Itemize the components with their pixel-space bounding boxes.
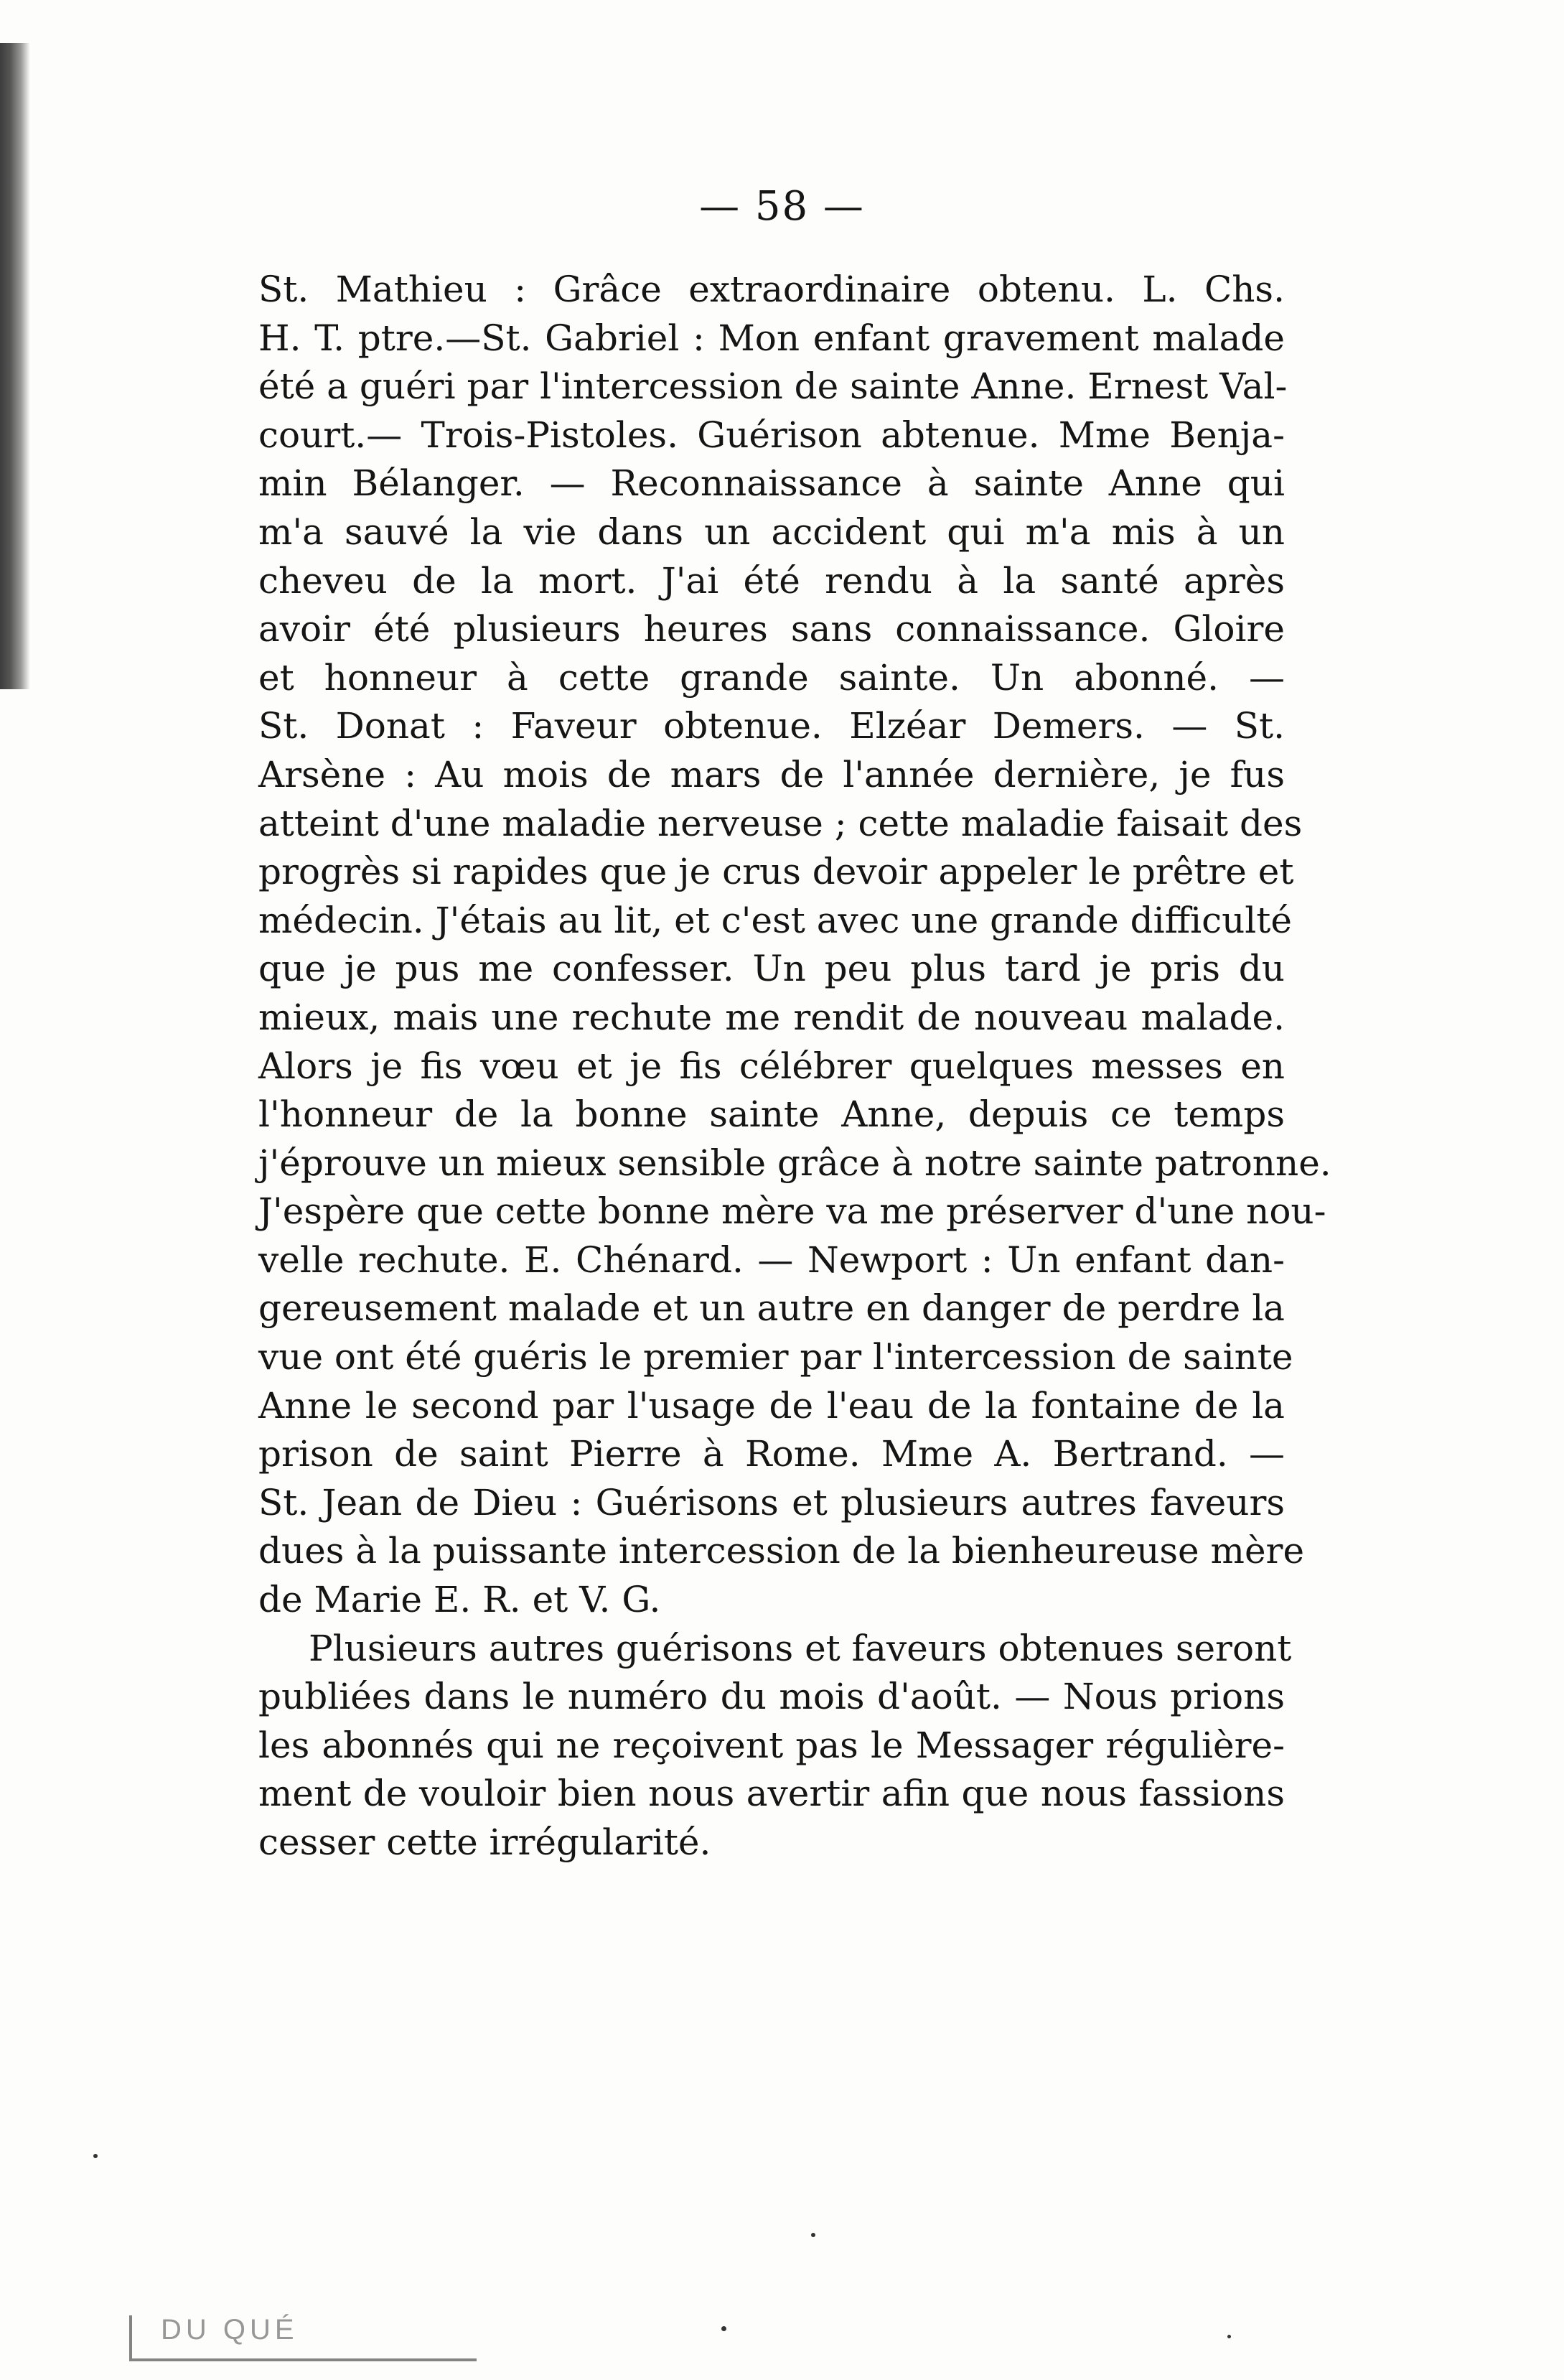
text-line: Alors je fis vœu et je fis célébrer quelques messes en	[258, 1045, 1285, 1087]
body-text	[258, 266, 1331, 1867]
ink-speck	[93, 2154, 98, 2158]
text-line: Anne le second par l'usage de l'eau de la fontaine de la	[258, 1384, 1285, 1427]
text-line: que je pus me confesser. Un peu plus tard je pris du	[258, 948, 1285, 990]
text-line: H. T. ptre.—St. Gabriel : Mon enfant gravement malade	[258, 317, 1285, 359]
binding-edge-shadow	[0, 43, 30, 689]
text-line: vue ont été guéris le premier par l'intercession de sainte	[258, 1336, 1293, 1378]
closing-paragraph-line: cesser cette irrégularité.	[258, 1821, 711, 1863]
text-line: j'éprouve un mieux sensible grâce à notre sainte patronne.	[258, 1142, 1331, 1184]
closing-paragraph-line: Plusieurs autres guérisons et faveurs obtenues seront	[309, 1627, 1292, 1669]
text-line: mieux, mais une rechute me rendit de nouveau malade.	[258, 996, 1285, 1038]
text-line: médecin. J'étais au lit, et c'est avec une grande difficulté	[258, 899, 1292, 941]
ink-speck	[721, 2326, 726, 2331]
closing-paragraph-line: les abonnés qui ne reçoivent pas le Messager régulière-	[258, 1724, 1285, 1766]
text-line: J'espère que cette bonne mère va me préserver d'une nou-	[258, 1190, 1326, 1233]
text-line: velle rechute. E. Chénard. — Newport : Un enfant dan-	[258, 1238, 1285, 1281]
text-line: atteint d'une maladie nerveuse ; cette maladie faisait des	[258, 802, 1303, 844]
closing-paragraph-line: publiées dans le numéro du mois d'août. — Nous prions	[258, 1676, 1285, 1718]
text-line: gereusement malade et un autre en danger de perdre la	[258, 1287, 1285, 1330]
text-line: progrès si rapides que je crus devoir appeler le prêtre et	[258, 851, 1294, 893]
ink-speck	[1227, 2335, 1231, 2338]
text-line: St. Mathieu : Grâce extraordinaire obtenu. L. Chs.	[258, 269, 1285, 310]
text-line: et honneur à cette grande sainte. Un abonné. —	[258, 656, 1285, 699]
text-line: de Marie E. R. et V. G.	[258, 1579, 661, 1621]
text-line: min Bélanger. — Reconnaissance à sainte Anne qui	[258, 462, 1285, 505]
library-stamp: DU QUÉ	[129, 2315, 477, 2361]
text-line: l'honneur de la bonne sainte Anne, depuis ce temps	[258, 1093, 1285, 1136]
text-line: cheveu de la mort. J'ai été rendu à la santé après	[258, 559, 1285, 602]
text-line: St. Donat : Faveur obtenue. Elzéar Demers. — St.	[258, 705, 1285, 747]
page-number: — 58 —	[699, 183, 865, 230]
text-line: dues à la puissante intercession de la bienheureuse mère	[258, 1530, 1305, 1572]
ink-speck	[811, 2233, 815, 2237]
text-line: avoir été plusieurs heures sans connaissance. Gloire	[258, 608, 1285, 650]
text-line: été a guéri par l'intercession de sainte Anne. Ernest Val-	[258, 365, 1288, 408]
text-line: St. Jean de Dieu : Guérisons et plusieurs autres faveurs	[258, 1481, 1285, 1523]
text-line: Arsène : Au mois de mars de l'année dernière, je fus	[258, 753, 1285, 795]
text-line: m'a sauvé la vie dans un accident qui m'a mis à un	[258, 510, 1285, 553]
text-line: court.— Trois-Pistoles. Guérison abtenue. Mme Benja-	[258, 414, 1285, 456]
text-line: prison de saint Pierre à Rome. Mme A. Bertrand. —	[258, 1433, 1285, 1475]
closing-paragraph-line: ment de vouloir bien nous avertir afin que nous fassions	[258, 1773, 1285, 1815]
